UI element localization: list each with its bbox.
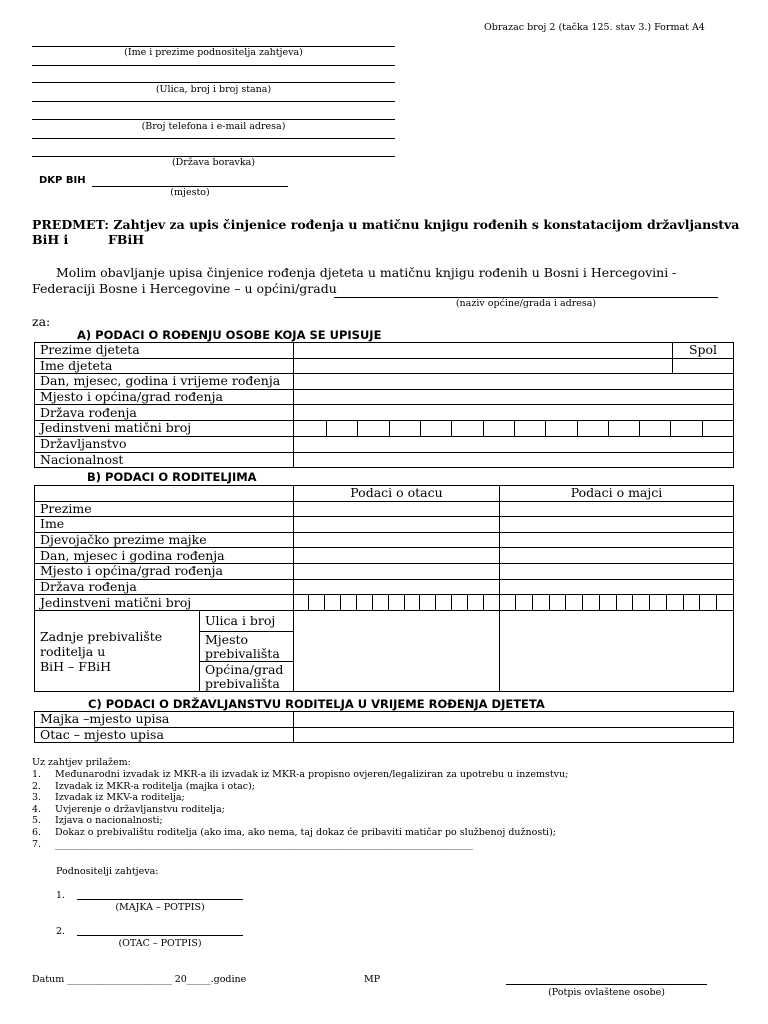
sex-field[interactable] [673, 358, 734, 374]
maiden-name-label: Djevojačko prezime majke [35, 532, 294, 548]
father-registry-label: Otac – mjesto upisa [35, 727, 294, 743]
child-name-label: Ime djeteta [35, 358, 294, 374]
subject-text: Zahtjev za upis činjenice rođenja u matičnu knjigu rođenih s konstatacijom državljanstva BiH i [32, 217, 740, 247]
table-row [35, 501, 734, 517]
table-row [35, 358, 734, 374]
birth-country-label: Država rođenja [35, 405, 294, 421]
mother-column-header: Podaci o majci [500, 486, 734, 502]
father-column-header: Podaci o otacu [294, 486, 500, 502]
birth-place-field[interactable] [294, 389, 734, 405]
jmbg-field[interactable] [294, 420, 734, 436]
extra-line [32, 101, 395, 102]
residence-place-label: Mjesto prebivališta [200, 632, 294, 662]
table-row [35, 532, 734, 548]
official-signature-line[interactable] [506, 984, 707, 985]
name-label: Ime [35, 517, 294, 533]
table-row [35, 611, 734, 632]
mother-registry-field[interactable] [294, 712, 734, 728]
mother-birth-place-field[interactable] [500, 563, 734, 579]
list-item: 4. Uvjerenje o državljanstvu roditelja; [32, 803, 225, 815]
father-signature-caption: (OTAC – POTPIS) [118, 938, 202, 949]
birth-country-label: Država rođenja [35, 579, 294, 595]
father-birth-date-field[interactable] [294, 548, 500, 564]
request-line1: Molim obavljanje upisa činjenice rođenja djeteta u matičnu knjigu rođenih u Bosni i Hercegovini - [56, 265, 677, 280]
municipality-caption: (naziv općine/grada i adresa) [455, 298, 597, 309]
father-birth-place-field[interactable] [294, 563, 500, 579]
za-label: za: [32, 314, 51, 329]
applicant-name-caption: (Ime i prezime podnositelja zahtjeva) [124, 47, 303, 58]
nationality-label: Nacionalnost [35, 452, 294, 468]
child-name-field[interactable] [294, 358, 673, 374]
section-c-table [34, 711, 734, 743]
extra-line [32, 138, 395, 139]
extra-line [32, 65, 395, 66]
list-item: 5. Izjava o nacionalnosti; [32, 815, 163, 827]
citizenship-field[interactable] [294, 436, 734, 452]
address-caption: (Ulica, broj i broj stana) [155, 84, 272, 95]
mother-signature-line[interactable] [77, 899, 243, 900]
stamp-mp: MP [364, 974, 381, 985]
child-surname-field[interactable] [294, 343, 673, 359]
phone-email-line[interactable] [32, 119, 395, 120]
official-signature-caption: (Potpis ovlaštene osobe) [548, 987, 665, 998]
date-field[interactable]: Datum ______________________ 20_____.godine [32, 974, 247, 985]
mother-registry-label: Majka –mjesto upisa [35, 712, 294, 728]
sex-label: Spol [673, 343, 734, 359]
nationality-field[interactable] [294, 452, 734, 468]
street-label: Ulica i broj [200, 611, 294, 632]
form-reference: Obrazac broj 2 (tačka 125. stav 3.) Format A4 [484, 22, 705, 33]
list-item: 1. Međunarodni izvadak iz MKR-a ili izvadak iz MKR-a propisno ovjeren/legaliziran za upotrebu u inzemstvu; [32, 769, 569, 780]
father-surname-field[interactable] [294, 501, 500, 517]
residence-label: Zadnje prebivalište roditelja u BiH – FBiH [35, 611, 200, 692]
table-row [35, 405, 734, 421]
birth-date-label: Dan, mjesec i godina rođenja [35, 548, 294, 564]
table-row [35, 436, 734, 452]
mother-birth-country-field[interactable] [500, 579, 734, 595]
list-item: 3. Izvadak iz MKV-a roditelja; [32, 792, 185, 804]
table-row [35, 548, 734, 564]
section-b-table [34, 485, 734, 692]
father-residence-field[interactable] [294, 611, 500, 692]
subject-text-line2: FBiH [108, 232, 144, 247]
section-c-title: C) PODACI O DRŽAVLJANSTVU RODITELJA U VRIJEME ROĐENJA DJETETA [88, 697, 545, 711]
mother-jmbg-field[interactable] [500, 595, 734, 611]
address-line[interactable] [32, 82, 395, 83]
father-birth-country-field[interactable] [294, 579, 500, 595]
mother-surname-field[interactable] [500, 501, 734, 517]
table-row [35, 486, 734, 502]
list-item-blank[interactable]: 7. ________________________________________________________________________________________ [32, 838, 473, 850]
attachments-intro: Uz zahtjev prilažem: [32, 757, 131, 768]
father-signature-line[interactable] [77, 935, 243, 936]
attachments-list [32, 769, 568, 850]
table-row [35, 452, 734, 468]
table-row [35, 420, 734, 436]
birth-datetime-label: Dan, mjesec, godina i vrijeme rođenja [35, 374, 294, 390]
dkp-place-caption: (mjesto) [170, 187, 210, 198]
table-row [35, 343, 734, 359]
table-row [35, 579, 734, 595]
mother-residence-field[interactable] [500, 611, 734, 692]
birth-datetime-field[interactable] [294, 374, 734, 390]
request-line2: Federaciji Bosne i Hercegovine – u općini/gradu [32, 281, 337, 296]
citizenship-label: Državljanstvo [35, 436, 294, 452]
table-row [35, 595, 734, 611]
jmbg-label: Jedinstveni matični broj [35, 420, 294, 436]
father-jmbg-field[interactable] [294, 595, 500, 611]
table-row [35, 389, 734, 405]
child-surname-label: Prezime djeteta [35, 343, 294, 359]
father-name-field[interactable] [294, 517, 500, 533]
table-row [35, 563, 734, 579]
list-item: 6. Dokaz o prebivalištu roditelja (ako ima, ako nema, taj dokaz će pribaviti matičar po službenoj dužnosti); [32, 826, 556, 838]
phone-email-caption: (Broj telefona i e-mail adresa) [141, 121, 286, 132]
residence-municipality-label: Općina/grad prebivališta [200, 662, 294, 692]
surname-label: Prezime [35, 501, 294, 517]
section-a-title: A) PODACI O ROĐENJU OSOBE KOJA SE UPISUJE [77, 328, 382, 342]
section-b-title: B) PODACI O RODITELJIMA [87, 470, 257, 484]
father-maiden-field[interactable] [294, 532, 500, 548]
table-row [35, 712, 734, 728]
dkp-label: DKP BIH [39, 175, 86, 186]
table-row [35, 374, 734, 390]
father-registry-field[interactable] [294, 727, 734, 743]
birth-place-label: Mjesto i općina/grad rođenja [35, 389, 294, 405]
mother-birth-date-field[interactable] [500, 548, 734, 564]
birth-country-field[interactable] [294, 405, 734, 421]
table-row [35, 727, 734, 743]
subject-label: PREDMET: [32, 217, 109, 232]
jmbg-label: Jedinstveni matični broj [35, 595, 294, 611]
mother-name-field[interactable] [500, 517, 734, 533]
birth-place-label: Mjesto i općina/grad rođenja [35, 563, 294, 579]
applicants-label: Podnositelji zahtjeva: [56, 866, 159, 877]
table-row [35, 517, 734, 533]
signature-2-number: 2. [56, 926, 66, 937]
section-a-table [34, 342, 734, 468]
country-caption: (Država boravka) [171, 157, 256, 168]
mother-signature-caption: (MAJKA – POTPIS) [115, 902, 205, 913]
mother-maiden-field[interactable] [500, 532, 734, 548]
list-item: 2. Izvadak iz MKR-a roditelja (majka i otac); [32, 780, 255, 792]
signature-1-number: 1. [56, 890, 66, 901]
